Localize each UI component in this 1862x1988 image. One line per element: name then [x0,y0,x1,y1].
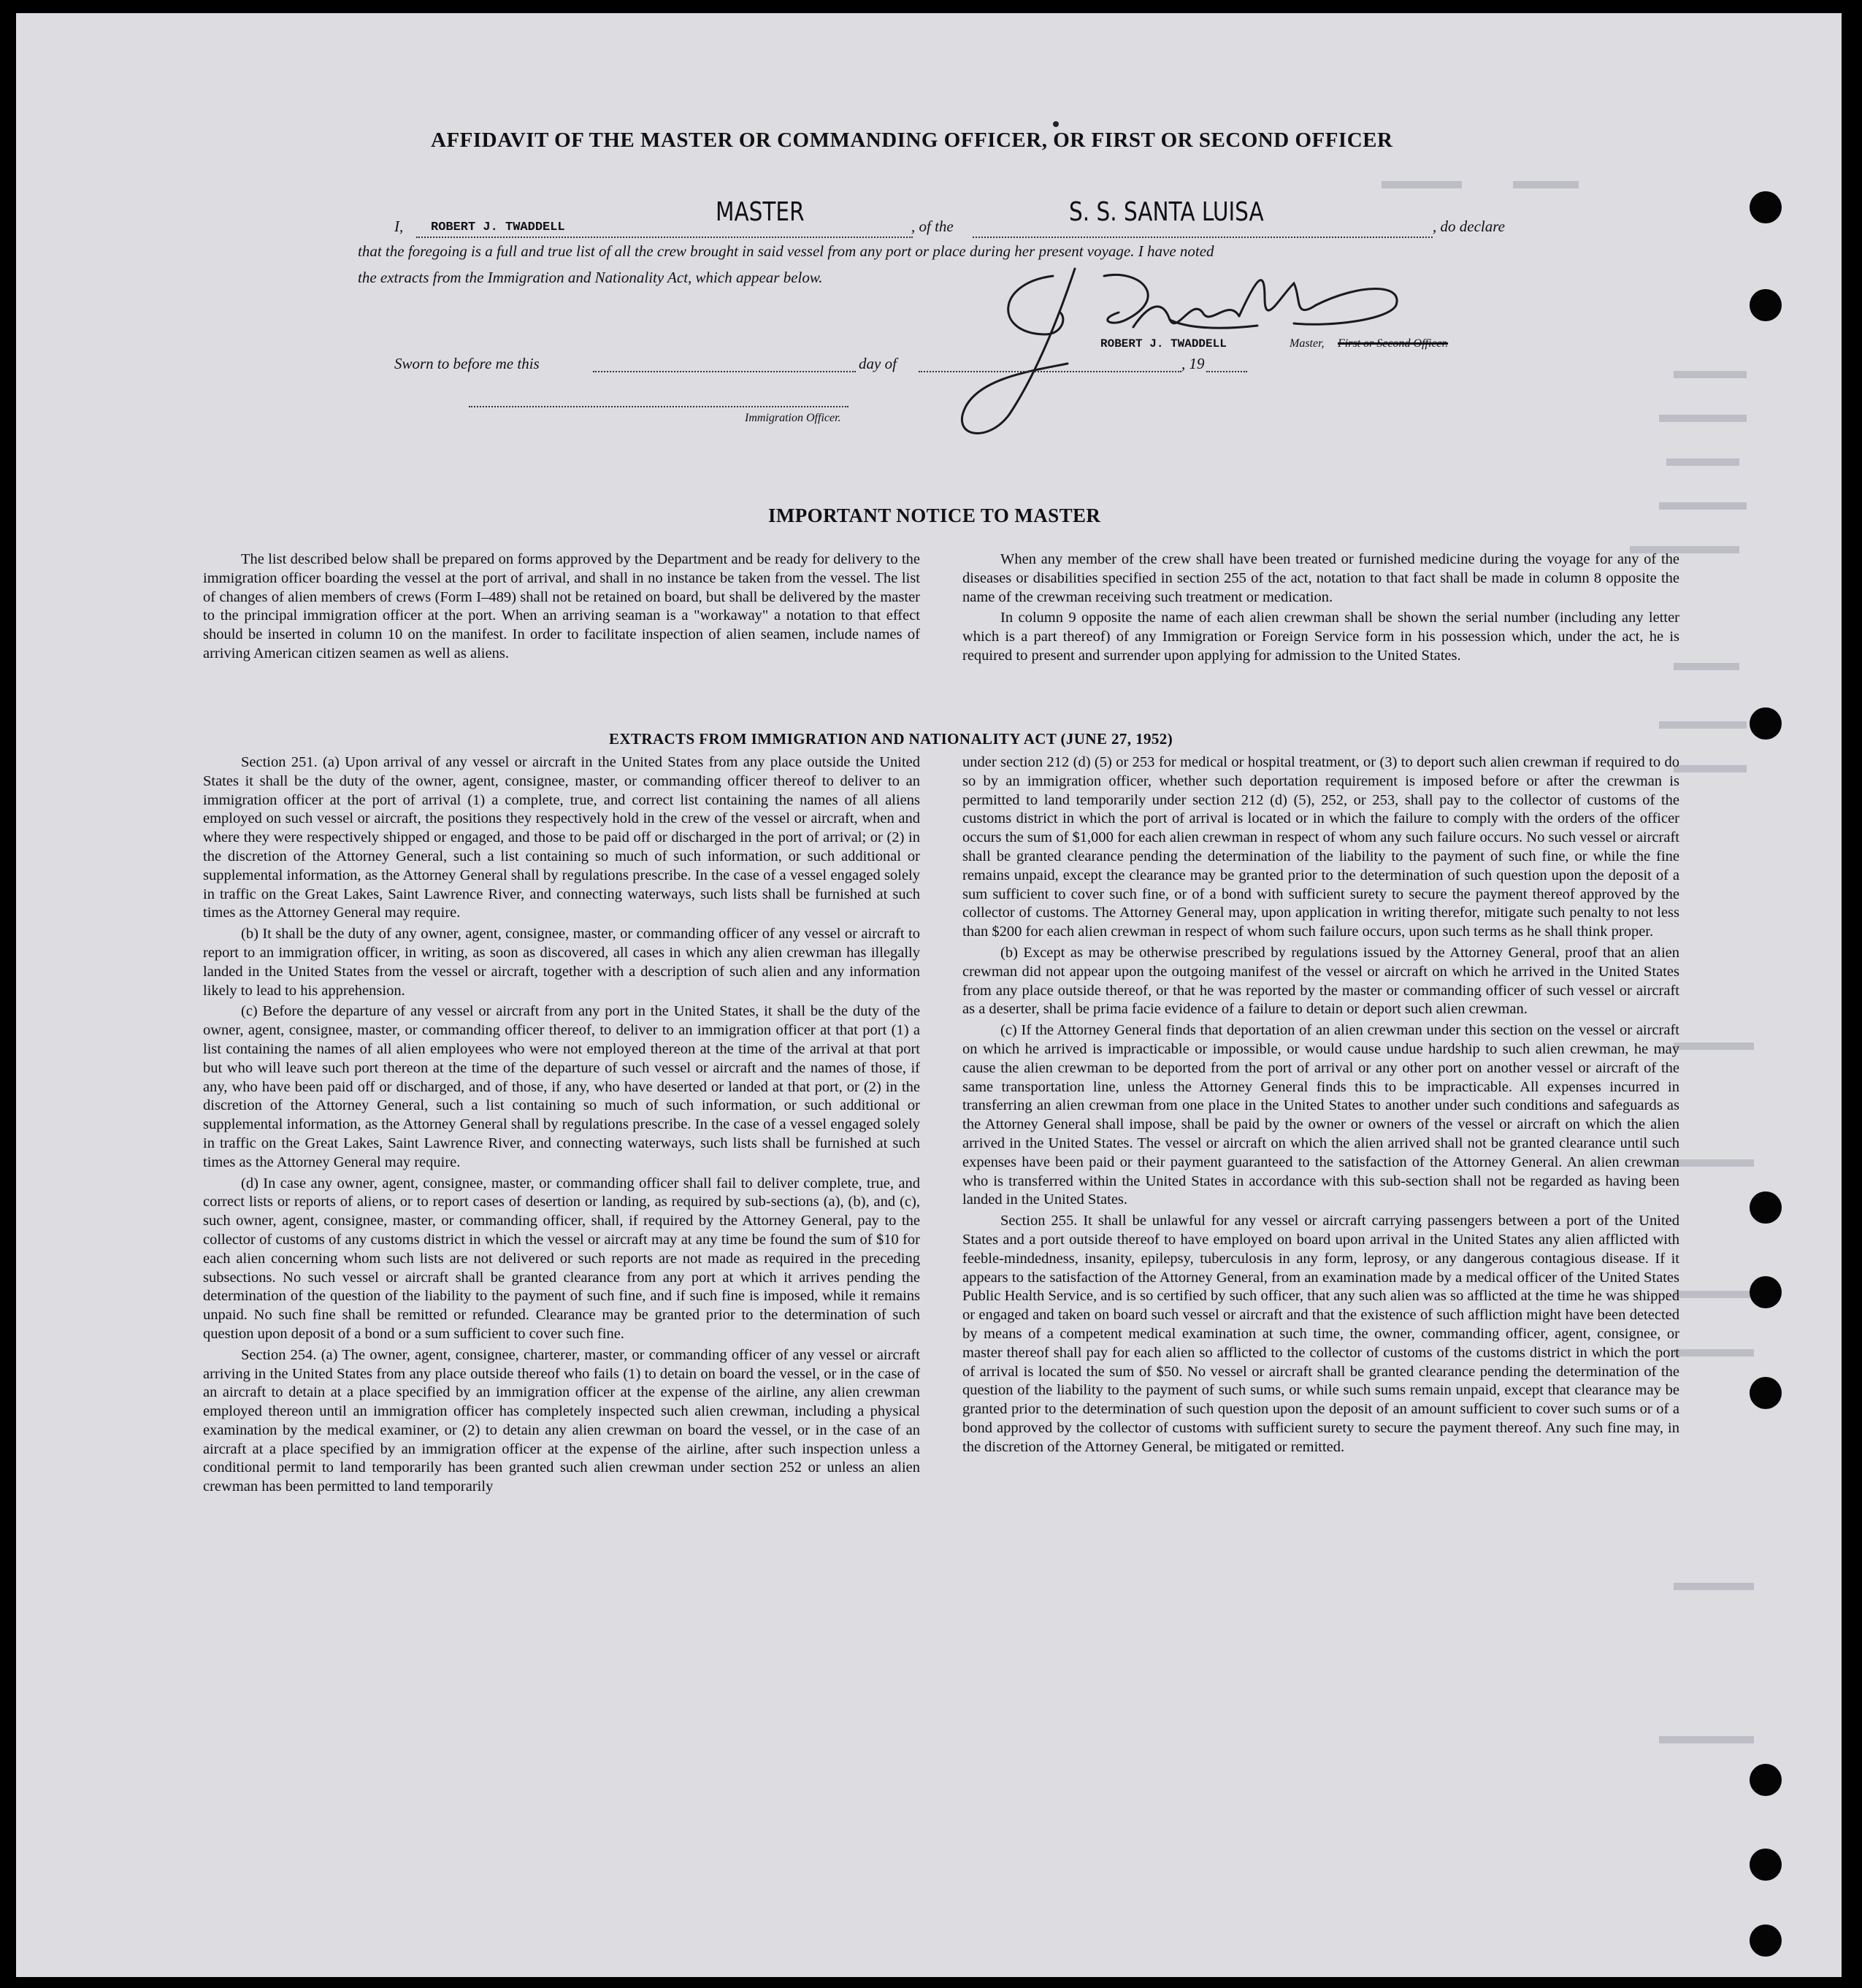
name-rank-line [416,237,913,238]
sworn-day-line [593,371,856,372]
notice-left-column [203,550,920,666]
punch-hole [1750,707,1782,740]
declaration-line-1: that the foregoing is a full and true list of all the crew brought in said vessel from any port or place during her present voyage. I have noted [358,242,1214,260]
section-255: Section 255. It shall be unlawful for any vessel or aircraft carrying passengers between a port of the United States and a port outside thereof to have employed on board upon arrival in the United States any alien afflicted with feeble-mindedness, insanity, epilepsy, tuberculosis in any form, leprosy, or any dangerous contagious disease. If it appears to the satisfaction of the Attorney General, from an examination made by a medical officer of the United States Public Health Service, and is so certified by such officer, that any such alien was so afflicted at the time he was shipped or engaged and taken on board such vessel or aircraft and that the existence of such affliction might have been detected by means of a competent medical examination at such time, the owner, commanding officer, agent, consignee, or master thereof shall pay for each alien so afflicted to the collector of customs of the customs district in which the port of arrival is located the sum of $50. No vessel or aircraft shall be granted clearance pending the determination of the question of the liability to the payment of such sums, or while such sums remain unpaid, except that clearance may be granted prior to the determination of such question upon the deposit of an amount sufficient to cover such sums or of a bond approved by the collector of customs with sufficient surety to secure the payment thereof. Any such fine may, in the discretion of the Attorney General, be mitigated or remitted. [962,1213,1679,1455]
officer-name: ROBERT J. TWADDELL [431,220,565,234]
section-254c: (c) If the Attorney General finds that deportation of an alien crewman under this section on the vessel or aircraft on which he arrived is impracticable or impossible, or would cause undue hardship to such alien crewman, he may cause the alien crewman to be deported from the port of arrival or any other port on another vessel or aircraft of the same transportation line, unless the Attorney General finds this to be impracticable. All expenses incurred in transferring an alien crewman from one place in the United States to another under such conditions and safeguards as the Attorney General shall impose, shall be paid by the owner or owners of the vessel or aircraft on which the alien arrived in the United States. The vessel or aircraft on which the alien arrived shall not be granted clearance until such expenses have been paid or their payment guaranteed to the satisfaction of the Attorney General. An alien crewman who is transferred within the United States in accordance with this sub-section shall not be regarded as having been landed in the United States. [962,1022,1679,1208]
i-label: I, [394,218,404,235]
punch-hole [1750,1849,1782,1881]
notice-right-paragraph-2: In column 9 opposite the name of each alien crewman shall be shown the serial number (including any letter which is a part thereof) of any Immigration or Foreign Service form in his possession which, under the act, he is required to present and surrender upon applying for admission to the United States. [962,610,1679,664]
sworn-label: Sworn to before me this [394,355,540,372]
of-the-label: , of the [911,218,954,235]
year-label: , 19 [1181,355,1205,372]
section-251b: (b) It shall be the duty of any owner, agent, consignee, master, or commanding officer of any vessel or aircraft to report to an immigration officer, in writing, as soon as discovered, all cases in which any alien crewman has illegally landed in the United States from the vessel or aircraft, together with a description of such alien and any information likely to lead to his apprehension. [203,926,920,999]
notice-right-paragraph-1: When any member of the crew shall have been treated or furnished medicine during the voyage for any of the diseases or disabilities specified in section 255 of the act, notation to that fact shall be made in column 8 opposite the name of the crewman receiving such treatment or medication. [962,551,1679,605]
form-sheet [16,13,1842,1977]
punch-hole [1750,1377,1782,1409]
extracts-title: EXTRACTS FROM IMMIGRATION AND NATIONALITY ACT (JUNE 27, 1952) [609,730,1173,748]
vessel-line [973,237,1433,238]
year-line [1206,371,1247,372]
immigration-officer-label: Immigration Officer. [745,412,841,424]
notice-right-column [962,550,1679,668]
section-251c: (c) Before the departure of any vessel or aircraft from any port in the United States, it shall be the duty of the owner, agent, consignee, master, or commanding officer thereof, to deliver to an immigration officer at that port (1) a list containing the names of all alien employees who were not employed thereon at the time of the arrival at that port but who will leave such port thereon at the time of the departure of such vessel or aircraft and the names of those, if any, who have been paid off or discharged, and of those, if any, who have deserted or landed at that port, or (2) in the discretion of the Attorney General, such a list containing so much of such information, or such additional or supplemental information, as the Attorney General shall by regulations prescribe. In the case of a vessel engaged solely in traffic on the Great Lakes, Saint Lawrence River, and connecting waterways, such lists shall be furnished at such times as the Attorney General may require. [203,1003,920,1170]
punch-hole [1750,289,1782,321]
punch-hole [1750,191,1782,223]
extracts-right-column [962,753,1679,1459]
notice-left-paragraph: The list described below shall be prepared on forms approved by the Department and be ready for delivery to the immigration officer boarding the vessel at the port of arrival, and shall in no instance be taken from the vessel. The list of changes of alien members of crews (Form I–489) shall not be retained on board, but shall be delivered by the master to the principal immigration officer at the port. When an arriving seaman is a "workaway" a notation to that effect should be inserted in column 10 on the manifest. In order to facilitate inspection of alien seamen, include names of arriving American citizen seamen as well as aliens. [203,551,920,661]
rank-stamp: MASTER [716,197,805,227]
punch-hole [1750,1276,1782,1308]
section-254a: Section 254. (a) The owner, agent, consignee, charterer, master, or commanding officer of any vessel or aircraft arriving in the United States from any place outside thereof who fails (1) to detain on board the vessel, or in the case of an aircraft to detain at a place specified by an immigration officer at the expense of the airline, any alien crewman employed thereon until an immigration officer has completely inspected such alien crewman, including a physical examination by the medical examiner, or (2) to detain any alien crewman on board the vessel, or in the case of an aircraft at a place specified by an immigration officer at the expense of the airline, after such inspection unless a conditional permit to land temporarily has been granted such alien crewman under section 252 or unless an alien crewman has been permitted to land temporarily [203,1346,920,1495]
signer-typed-name: ROBERT J. TWADDELL [1100,337,1227,350]
immigration-officer-line [469,406,848,407]
day-of-label: day of [859,355,897,372]
section-251a: Section 251. (a) Upon arrival of any vessel or aircraft in the United States from any place outside the United States it shall be the duty of the owner, agent, consignee, master, or commanding officer thereof to deliver to an immigration officer at the port of arrival (1) a complete, true, and correct list containing the names of all aliens employed on such vessel or aircraft, the positions they respectively hold in the crew of the vessel or aircraft, when and where they were respectively shipped or engaged, and those to be paid off or discharged in the port of arrival; or (2) in the discretion of the Attorney General, such a list containing so much of such information, or such additional or supplemental information, as the Attorney General shall by regulations prescribe. In the case of a vessel engaged solely in traffic on the Great Lakes, Saint Lawrence River, and connecting waterways, such lists shall be furnished at such times as the Attorney General may require. [203,754,920,921]
extracts-left-column [203,753,920,1499]
section-251d: (d) In case any owner, agent, consignee, master, or commanding officer shall fail to deliver complete, true, and correct lists or reports of aliens, or to report cases of desertion or landing, as required by sub-sections (a), (b), and (c), such owner, agent, consignee, master, or commanding officer, shall, if required by the Attorney General, pay to the collector of customs of any customs district in which the vessel or aircraft may at any time be found the sum of $10 for each alien concerning whom such lists are not delivered or such reports are not made as required in the preceding subsections. No such vessel or aircraft shall be granted clearance from any port at which it arrives pending the determination of the question of the liability to the payment of such fine, and if such fine is imposed, while it remains unpaid. No such fine shall be remitted or refunded. Clearance may be granted prior to the determination of such question upon deposit of a bond or a sum sufficient to cover such fine. [203,1175,920,1342]
do-declare: , do declare [1433,218,1505,235]
section-254b: (b) Except as may be otherwise prescribed by regulations issued by the Attorney General, proof that an alien crewman did not appear upon the outgoing manifest of the vessel or aircraft on which he arrived in the United States from any place outside thereof, or that he was reported by the master or commanding officer of such vessel or aircraft as a deserter, shall be prima facie evidence of a failure to detain or deport such alien crewman. [962,944,1679,1018]
notice-title: IMPORTANT NOTICE TO MASTER [768,504,1101,526]
signer-title-master: Master, [1290,337,1325,350]
month-line [919,371,1181,372]
affidavit-title: AFFIDAVIT OF THE MASTER OR COMMANDING OFFICER, OR FIRST OR SECOND OFFICER [431,128,1393,152]
vessel-stamp: S. S. SANTA LUISA [1069,197,1264,227]
ink-dot [1053,121,1059,127]
punch-hole [1750,1191,1782,1224]
punch-hole [1750,1924,1782,1957]
signer-title-struck: First or Second Officer. [1338,337,1449,350]
declaration-line-2: the extracts from the Immigration and Nationality Act, which appear below. [358,269,823,286]
punch-hole [1750,1764,1782,1796]
section-254a-continued: under section 212 (d) (5) or 253 for medical or hospital treatment, or (3) to deport such alien crewman if required to do so by an immigration officer, whether such deportation requirement is imposed before or after the crewman is permitted to land temporarily under section 212 (d) (5), 252, or 253, shall pay to the collector of customs of the customs district in which the port of arrival is located or in which the failure to comply with the orders of the officer occurs the sum of $1,000 for each alien crewman in respect of whom any such failure occurs. No such vessel or aircraft shall be granted clearance pending the determination of the liability to the payment of such fine, or while the fine remains unpaid, except the clearance may be granted prior to the determination of such question upon the deposit of a sum sufficient to cover such fine, or of a bond with sufficient surety to secure the payment thereof approved by the collector of customs. The Attorney General may, upon application in writing therefor, mitigate such penalty to not less than $200 for each alien crewman in respect of whom such failure occurs, upon such terms as he shall think proper. [962,754,1679,940]
